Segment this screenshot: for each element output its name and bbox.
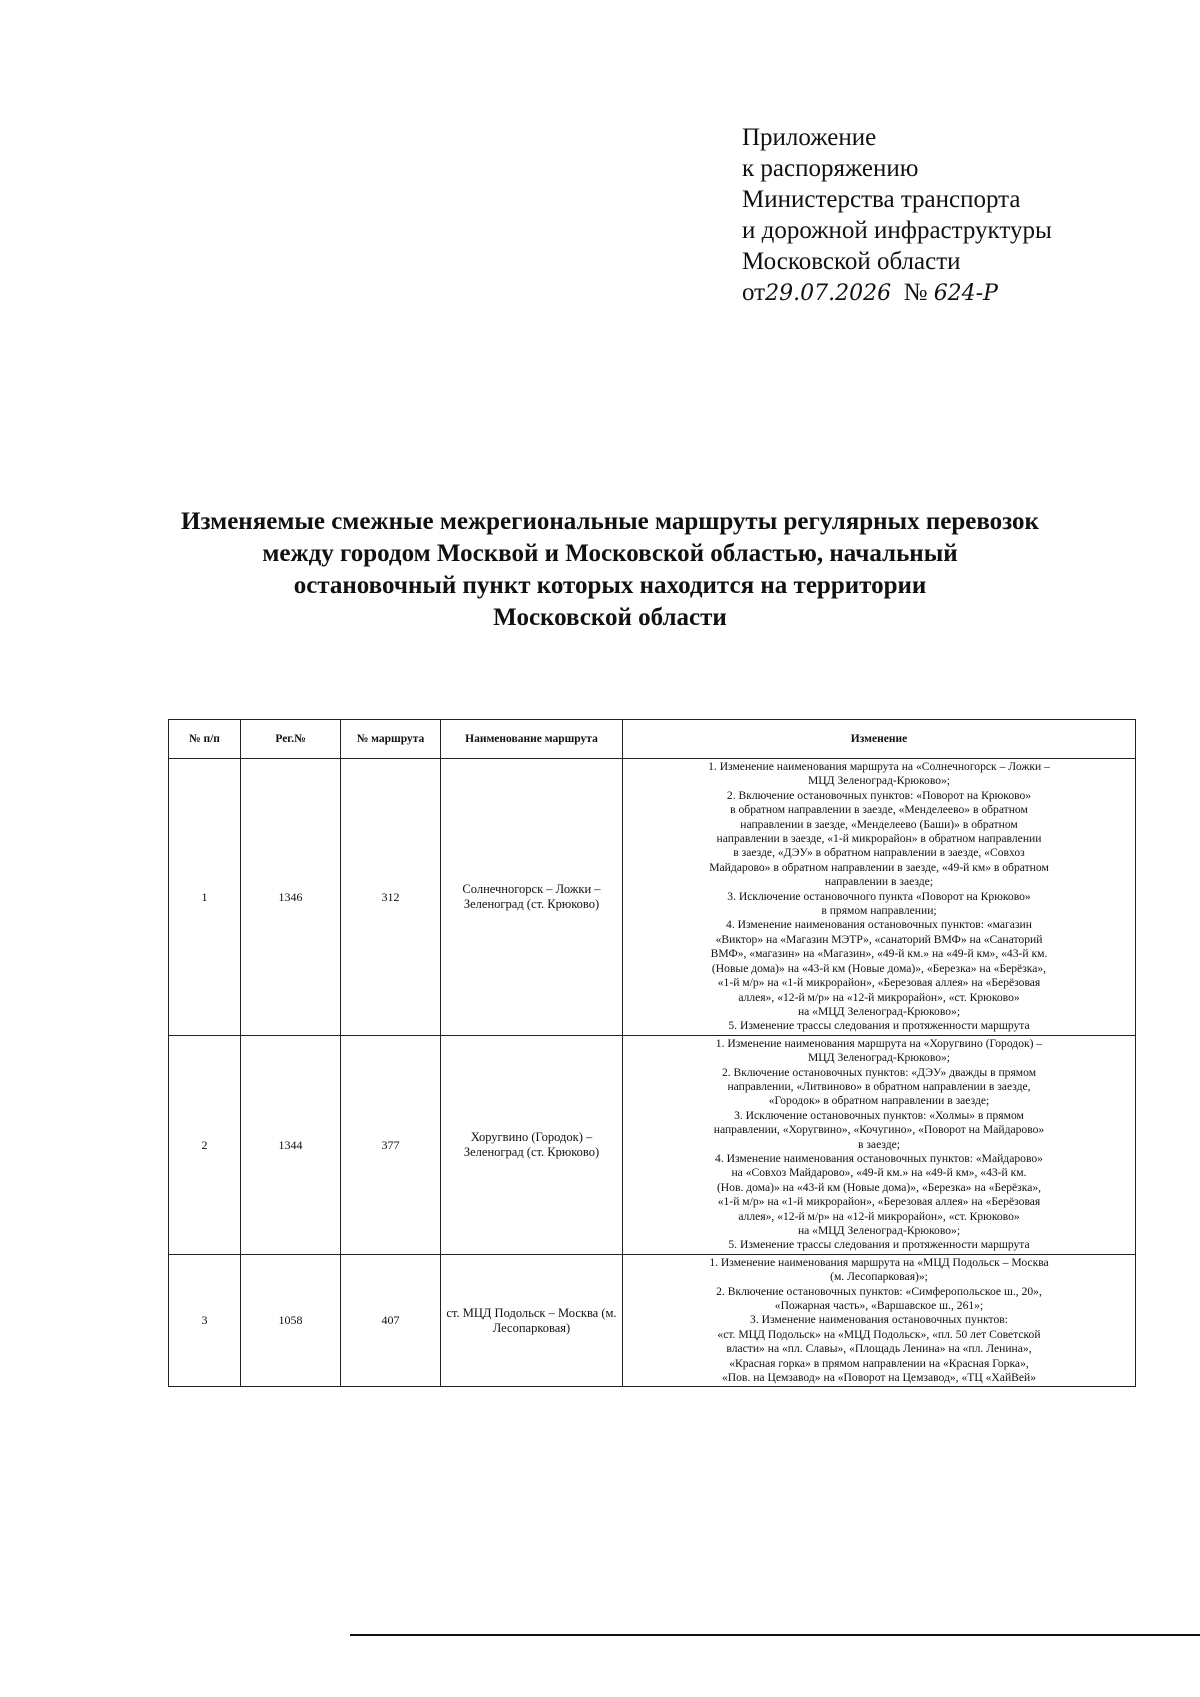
cell-route: 407 <box>341 1254 441 1387</box>
change-line: на «МЦД Зеленоград-Крюково»; <box>797 1224 961 1237</box>
change-line: 2. Включение остановочных пунктов: «Симферопольское ш., 20», <box>716 1284 1042 1298</box>
change-line: 4. Изменение наименования остановочных пунктов: «Майдарово» <box>715 1151 1043 1165</box>
title-line: Московской области <box>493 604 727 631</box>
appendix-line: Московской области <box>742 248 961 275</box>
title-line: остановочный пункт которых находится на территории <box>293 572 927 599</box>
appendix-line: и дорожной инфраструктуры <box>742 217 1052 244</box>
change-line: в заезде, «ДЭУ» в обратном направлении в заезде, «Совхоз <box>733 846 1025 860</box>
cell-route: 312 <box>341 759 441 1036</box>
change-line: (Новые дома)» на «43-й км (Новые дома)», «Березка» на «Берёзка», <box>711 961 1047 975</box>
cell-num: 3 <box>169 1254 241 1387</box>
appendix-date-line <box>742 277 1162 309</box>
change-line: направлении в заезде; <box>824 875 934 889</box>
header-change: Изменение <box>623 720 1136 759</box>
cell-name: Солнечногорск – Ложки – Зеленоград (ст. Крюково) <box>441 759 623 1036</box>
cell-change <box>623 1254 1136 1387</box>
change-line: «Виктор» на «Магазин МЭТР», «санаторий ВМФ» на «Санаторий <box>715 932 1043 946</box>
cell-num: 1 <box>169 759 241 1036</box>
cell-reg: 1346 <box>241 759 341 1036</box>
change-line: 3. Исключение остановочных пунктов: «Холмы» в прямом <box>734 1108 1024 1122</box>
change-line: аллея», «12-й м/р» на «12-й микрорайон», «ст. Крюково» <box>738 990 1020 1004</box>
change-line: 2. Включение остановочных пунктов: «ДЭУ» дважды в прямом <box>721 1065 1037 1079</box>
cell-change <box>623 759 1136 1036</box>
change-line: направлении, «Хоругвино», «Кочугино», «Поворот на Майдарово» <box>713 1123 1045 1137</box>
change-line: Майдарово» в обратном направлении в заезде, «49-й км» в обратном <box>709 860 1049 874</box>
change-line: «Красная горка» в прямом направлении на «Красная Горка», <box>729 1356 1029 1370</box>
change-line: 5. Изменение трассы следования и протяженности маршрута <box>728 1019 1030 1033</box>
header-route: № маршрута <box>341 720 441 759</box>
change-line: «ст. МЦД Подольск» на «МЦД Подольск», «пл. 50 лет Советской <box>717 1327 1041 1341</box>
document-title <box>110 506 1110 634</box>
change-line: 2. Включение остановочных пунктов: «Поворот на Крюково» <box>726 788 1032 802</box>
change-line: власти» на «пл. Славы», «Площадь Ленина» на «пл. Ленина», <box>726 1342 1032 1356</box>
title-line: Изменяемые смежные межрегиональные маршруты регулярных перевозок <box>181 508 1039 535</box>
date-prefix: от <box>742 279 766 306</box>
change-line: МЦД Зеленоград-Крюково»; <box>807 774 951 788</box>
change-line: на «Совхоз Майдарово», «49-й км.» на «49-й км», «43-й км. <box>731 1166 1027 1180</box>
table-row <box>169 1254 1136 1387</box>
change-line: 5. Изменение трассы следования и протяженности маршрута <box>728 1238 1030 1252</box>
change-line: ВМФ», «магазин» на «Магазин», «49-й км.» на «49-й км», «43-й км. <box>710 947 1048 961</box>
cell-num: 2 <box>169 1035 241 1254</box>
cell-name: ст. МЦД Подольск – Москва (м. Лесопарковая) <box>441 1254 623 1387</box>
change-line: «Пожарная часть», «Варшавское ш., 261»; <box>774 1299 984 1313</box>
scan-edge-line <box>350 1634 1200 1636</box>
cell-reg: 1058 <box>241 1254 341 1387</box>
table-row <box>169 1035 1136 1254</box>
change-line: МЦД Зеленоград-Крюково»; <box>807 1051 951 1065</box>
cell-reg: 1344 <box>241 1035 341 1254</box>
change-line: 3. Изменение наименования остановочных пунктов: <box>750 1313 1008 1327</box>
routes-table <box>168 719 1136 1387</box>
table-body <box>169 759 1136 1387</box>
change-line: на «МЦД Зеленоград-Крюково»; <box>797 1004 961 1018</box>
table-row <box>169 759 1136 1036</box>
header-num: № п/п <box>169 720 241 759</box>
change-line: направлении, «Литвиново» в обратном направлении в заезде, <box>727 1079 1031 1093</box>
handwritten-number: 624-Р <box>933 281 998 306</box>
change-line: «1-й м/р» на «1-й микрорайон», «Березовая аллея» на «Берёзовая <box>717 976 1041 990</box>
change-line: 1. Изменение наименования маршрута на «Хоругвино (Городок) – <box>715 1036 1043 1050</box>
cell-route: 377 <box>341 1035 441 1254</box>
header-reg: Рег.№ <box>241 720 341 759</box>
cell-name: Хоругвино (Городок) – Зеленоград (ст. Крюково) <box>441 1035 623 1254</box>
change-line: в обратном направлении в заезде, «Менделеево» в обратном <box>730 803 1028 817</box>
appendix-line: к распоряжению <box>742 155 919 182</box>
change-line: направлении в заезде, «1-й микрорайон» в обратном направлении <box>716 832 1042 846</box>
change-line: направлении в заезде, «Менделеево (Баши)» в обратном <box>740 817 1018 831</box>
appendix-line: Приложение <box>742 124 877 151</box>
cell-change <box>623 1035 1136 1254</box>
appendix-block <box>742 122 1162 309</box>
change-line: 1. Изменение наименования маршрута на «МЦД Подольск – Москва <box>709 1255 1049 1269</box>
appendix-line: Министерства транспорта <box>742 186 1021 213</box>
change-line: в прямом направлении; <box>821 904 937 918</box>
change-line: «1-й м/р» на «1-й микрорайон», «Березовая аллея» на «Берёзовая <box>717 1195 1041 1209</box>
change-line: аллея», «12-й м/р» на «12-й микрорайон», «ст. Крюково» <box>738 1209 1020 1223</box>
change-line: 4. Изменение наименования остановочных пунктов: «магазин <box>726 918 1032 932</box>
change-line: в заезде; <box>857 1137 901 1151</box>
handwritten-date: 29.07.2026 <box>765 281 892 306</box>
change-line: «Городок» в обратном направлении в заезде; <box>768 1094 990 1108</box>
change-line: (Нов. дома)» на «43-й км (Новые дома)», «Березка» на «Берёзка», <box>716 1180 1042 1194</box>
title-line: между городом Москвой и Московской областью, начальный <box>262 540 958 567</box>
table-header-row <box>169 720 1136 759</box>
change-line: «Пов. на Цемзавод» на «Поворот на Цемзавод», «ТЦ «ХайВей» <box>721 1371 1037 1385</box>
change-line: 3. Исключение остановочного пункта «Поворот на Крюково» <box>727 889 1031 903</box>
number-prefix: № <box>903 279 928 306</box>
change-line: 1. Изменение наименования маршрута на «Солнечногорск – Ложки – <box>708 760 1050 773</box>
change-line: (м. Лесопарковая)»; <box>830 1270 928 1284</box>
header-name: Наименование маршрута <box>441 720 623 759</box>
